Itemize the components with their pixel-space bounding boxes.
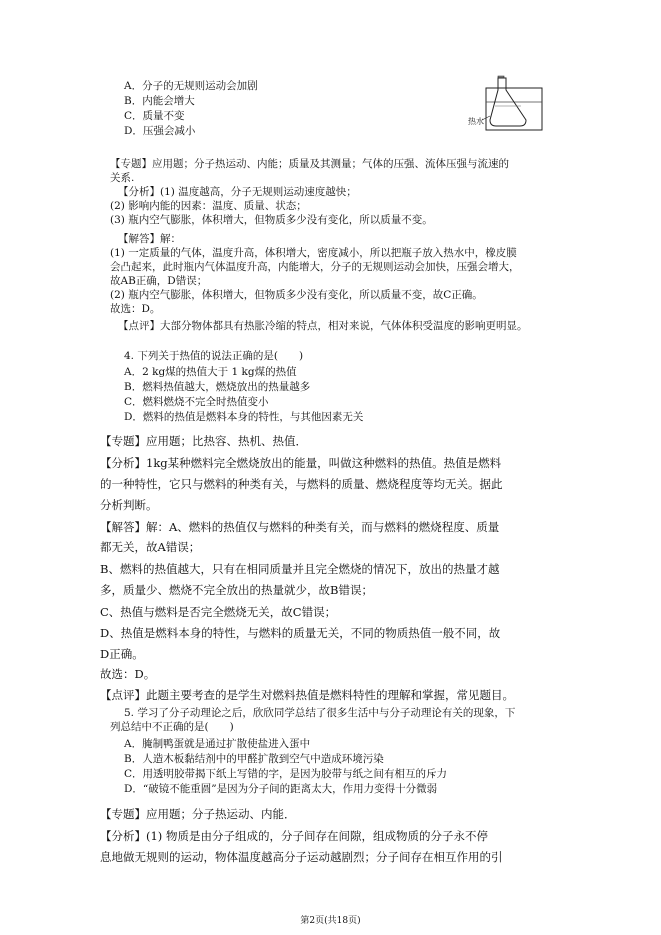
analysis-line-3: (3) 瓶内空气膨胀，体积增大，但物质多少没有变化，所以质量不变。 — [110, 214, 433, 226]
q4-analysis-1: 【分析】1kg某种燃料完全燃烧放出的能量，叫做这种燃料的热值。热值是燃料 — [100, 456, 502, 470]
q5-analysis-1: 【分析】(1) 物质是由分子组成的，分子间存在间隙，组成物质的分子永不停 — [100, 829, 488, 843]
answer-line-3: 故AB正确，D错误； — [110, 275, 208, 287]
q5-option-a: A．腌制鸭蛋就是通过扩散使盐进入蛋中 — [124, 738, 311, 750]
q4-analysis-3: 分析判断。 — [100, 498, 158, 512]
q4-answer-6: D、热值是燃料本身的特性，与燃料的质量无关，不同的物质热值一般不同，故 — [100, 626, 501, 640]
option-c: C．质量不变 — [124, 110, 185, 122]
analysis-line-1: 【分析】(1) 温度越高，分子无规则运动速度越快； — [118, 186, 357, 198]
answer-title: 【解答】解： — [118, 233, 181, 245]
q4-topic: 【专题】应用题；比热容、热机、热值． — [100, 434, 307, 448]
answer-choice: 故选：D。 — [110, 303, 161, 315]
q4-answer-7: D正确。 — [100, 647, 144, 661]
option-d: D．压强会减小 — [124, 125, 196, 137]
answer-line-2: 会凸起来，此时瓶内气体温度升高，内能增大，分子的无规则运动会加快，压强会增大， — [110, 261, 520, 273]
option-b: B．内能会增大 — [124, 95, 195, 107]
q5-analysis-2: 息地做无规则的运动，物体温度越高分子运动越剧烈；分子间存在相互作用的引 — [100, 850, 503, 864]
q4-answer-1: 【解答】解：A、燃料的热值仅与燃料的种类有关，而与燃料的燃烧程度、质量 — [100, 520, 500, 534]
topic-line-2: 关系. — [110, 172, 135, 184]
q4-option-b: B．燃料热值越大，燃烧放出的热量越多 — [124, 381, 311, 393]
page-footer: 第2页(共18页) — [300, 916, 361, 926]
q4-stem: 4. 下列关于热值的说法正确的是( ) — [124, 350, 304, 362]
flask-figure — [468, 74, 548, 134]
q5-option-b: B．人造木板黏结剂中的甲醛扩散到空气中造成环境污染 — [124, 753, 384, 765]
q4-option-a: A．2 kg煤的热值大于 1 kg煤的热值 — [124, 366, 297, 378]
answer-line-4: (2) 瓶内空气膨胀，体积增大，但物质多少没有变化，所以质量不变，故C正确。 — [110, 289, 483, 301]
q4-answer-3: B、燃料的热值越大，只有在相同质量并且完全燃烧的情况下，放出的热量才越 — [100, 562, 500, 576]
q4-option-c: C．燃料燃烧不完全时热值变小 — [124, 396, 269, 408]
q5-option-d: D．“破镜不能重圆”是因为分子间的距离太大，作用力变得十分微弱 — [124, 783, 438, 795]
q4-analysis-2: 的一种特性，它只与燃料的种类有关，与燃料的质量、燃烧程度等均无关。据此 — [100, 477, 503, 491]
q5-topic: 【专题】应用题；分子热运动、内能． — [100, 807, 296, 821]
topic-line-1: 【专题】应用题；分子热运动、内能；质量及其测量；气体的压强、流体压强与流速的 — [110, 158, 509, 170]
comment-line: 【点评】大部分物体都具有热胀冷缩的特点，相对来说，气体体积受温度的影响更明显。 — [118, 320, 528, 332]
q4-answer-5: C、热值与燃料是否完全燃烧无关，故C错误； — [100, 605, 337, 619]
q4-comment: 【点评】此题主要考查的是学生对燃料热值是燃料特性的理解和掌握，常见题目。 — [100, 688, 514, 702]
figure-label: 热水 — [468, 117, 484, 126]
q4-answer-2: 都无关，故A错误； — [100, 540, 201, 554]
flask-in-water-diagram — [468, 74, 548, 134]
answer-line-1: (1) 一定质量的气体，温度升高，体积增大，密度减小，所以把瓶子放入热水中，橡皮膜 — [110, 247, 517, 259]
q5-stem-2: 列总结中不正确的是( ) — [110, 721, 234, 733]
q4-answer-4: 多，质量少、燃烧不完全放出的热量就少，故B错误； — [100, 583, 373, 597]
q4-choice: 故选：D。 — [100, 667, 156, 681]
analysis-line-2: (2) 影响内能的因素：温度、质量、状态； — [110, 200, 307, 212]
option-a: A．分子的无规则运动会加剧 — [124, 80, 258, 92]
q5-stem-1: 5. 学习了分子动理论之后，欣欣同学总结了很多生活中与分子动理论有关的现象，下 — [124, 707, 516, 719]
q5-option-c: C．用透明胶带揭下纸上写错的字，是因为胶带与纸之间有相互的斥力 — [124, 768, 448, 780]
q4-option-d: D．燃料的热值是燃料本身的特性，与其他因素无关 — [124, 411, 364, 423]
